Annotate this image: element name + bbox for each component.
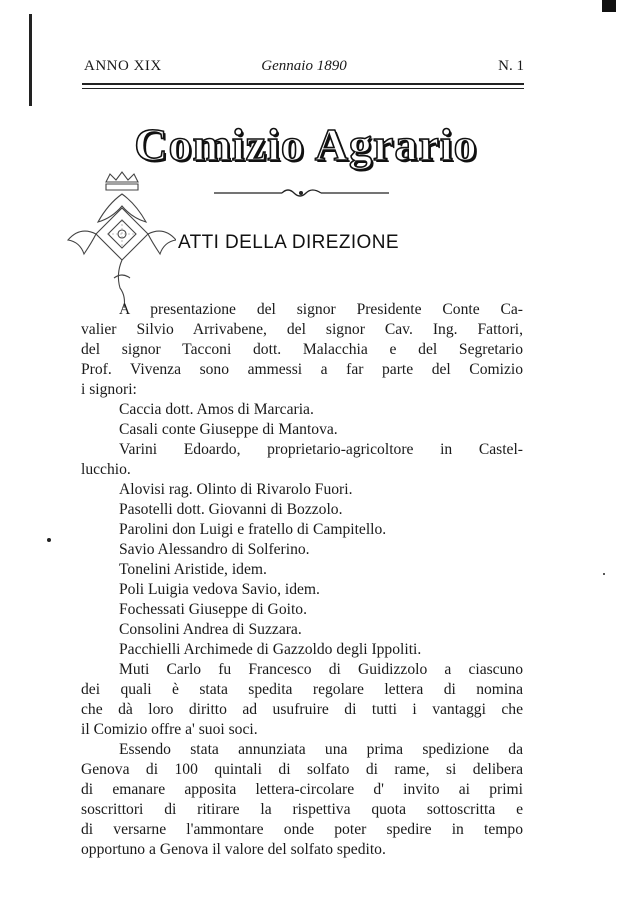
section-heading: ATTI DELLA DIREZIONE [178, 232, 399, 253]
text-line: Pacchielli Archimede di Gazzoldo degli Ippoliti. [119, 641, 422, 658]
year-label: ANNO XIX [84, 58, 162, 74]
text-line: Consolini Andrea di Suzzara. [119, 621, 302, 638]
text-line: A presentazione del signor Presidente Conte Ca- [119, 301, 523, 318]
text-line: Casali conte Giuseppe di Mantova. [119, 421, 338, 438]
text-line: Alovisi rag. Olinto di Rivarolo Fuori. [119, 481, 353, 498]
scan-corner-mark [602, 0, 616, 12]
text-line: Prof. Vivenza sono ammessi a far parte del Comizio [81, 361, 523, 378]
scan-edge-mark [29, 14, 32, 106]
text-line: Parolini don Luigi e fratello di Campitello. [119, 521, 387, 538]
text-line: che dà loro diritto ad usufruire di tutti i vantaggi che [81, 701, 523, 718]
text-line: Caccia dott. Amos di Marcaria. [119, 401, 314, 418]
text-line: di emanare apposita lettera-circolare d' invito ai primi [81, 781, 523, 798]
masthead-title: Comizio Agrario [134, 119, 478, 170]
header-rule-thick [82, 83, 524, 85]
ink-speck [603, 573, 605, 575]
text-line: Fochessati Giuseppe di Goito. [119, 601, 307, 618]
text-line: Genova di 100 quintali di solfato di rame, si delibera [81, 761, 523, 778]
text-line: dei quali è stata spedita regolare lettera di nomina [81, 681, 523, 698]
text-line: opportuno a Genova il valore del solfato spedito. [81, 841, 386, 858]
text-line: Varini Edoardo, proprietario-agricoltore in Castel- [119, 441, 523, 458]
text-line: soscrittori di ritirare la rispettiva quota sottoscritta e [81, 801, 523, 818]
text-line: di versarne l'ammontare onde poter spedire in tempo [81, 821, 523, 838]
text-line: valier Silvio Arrivabene, del signor Cav. Ing. Fattori, [81, 321, 523, 338]
issue-number: N. 1 [498, 58, 524, 74]
text-line: Muti Carlo fu Francesco di Guidizzolo a ciascuno [119, 661, 523, 678]
issue-date: Gennaio 1890 [261, 58, 347, 74]
text-line: Pasotelli dott. Giovanni di Bozzolo. [119, 501, 343, 518]
coat-of-arms-icon [64, 168, 176, 316]
ornament-divider-icon [214, 186, 389, 200]
text-line: Essendo stata annunziata una prima spedizione da [119, 741, 523, 758]
header-rule-thin [82, 88, 524, 89]
ink-speck [47, 538, 51, 542]
text-line: lucchio. [81, 461, 131, 478]
text-line: Savio Alessandro di Solferino. [119, 541, 310, 558]
running-header [84, 58, 524, 80]
text-line: del signor Tacconi dott. Malacchia e del Segretario [81, 341, 523, 358]
text-line: i signori: [81, 381, 137, 398]
text-line: il Comizio offre a' suoi soci. [81, 721, 258, 738]
article-body [81, 300, 523, 860]
text-line: Tonelini Aristide, idem. [119, 561, 267, 578]
text-line: Poli Luigia vedova Savio, idem. [119, 581, 320, 598]
